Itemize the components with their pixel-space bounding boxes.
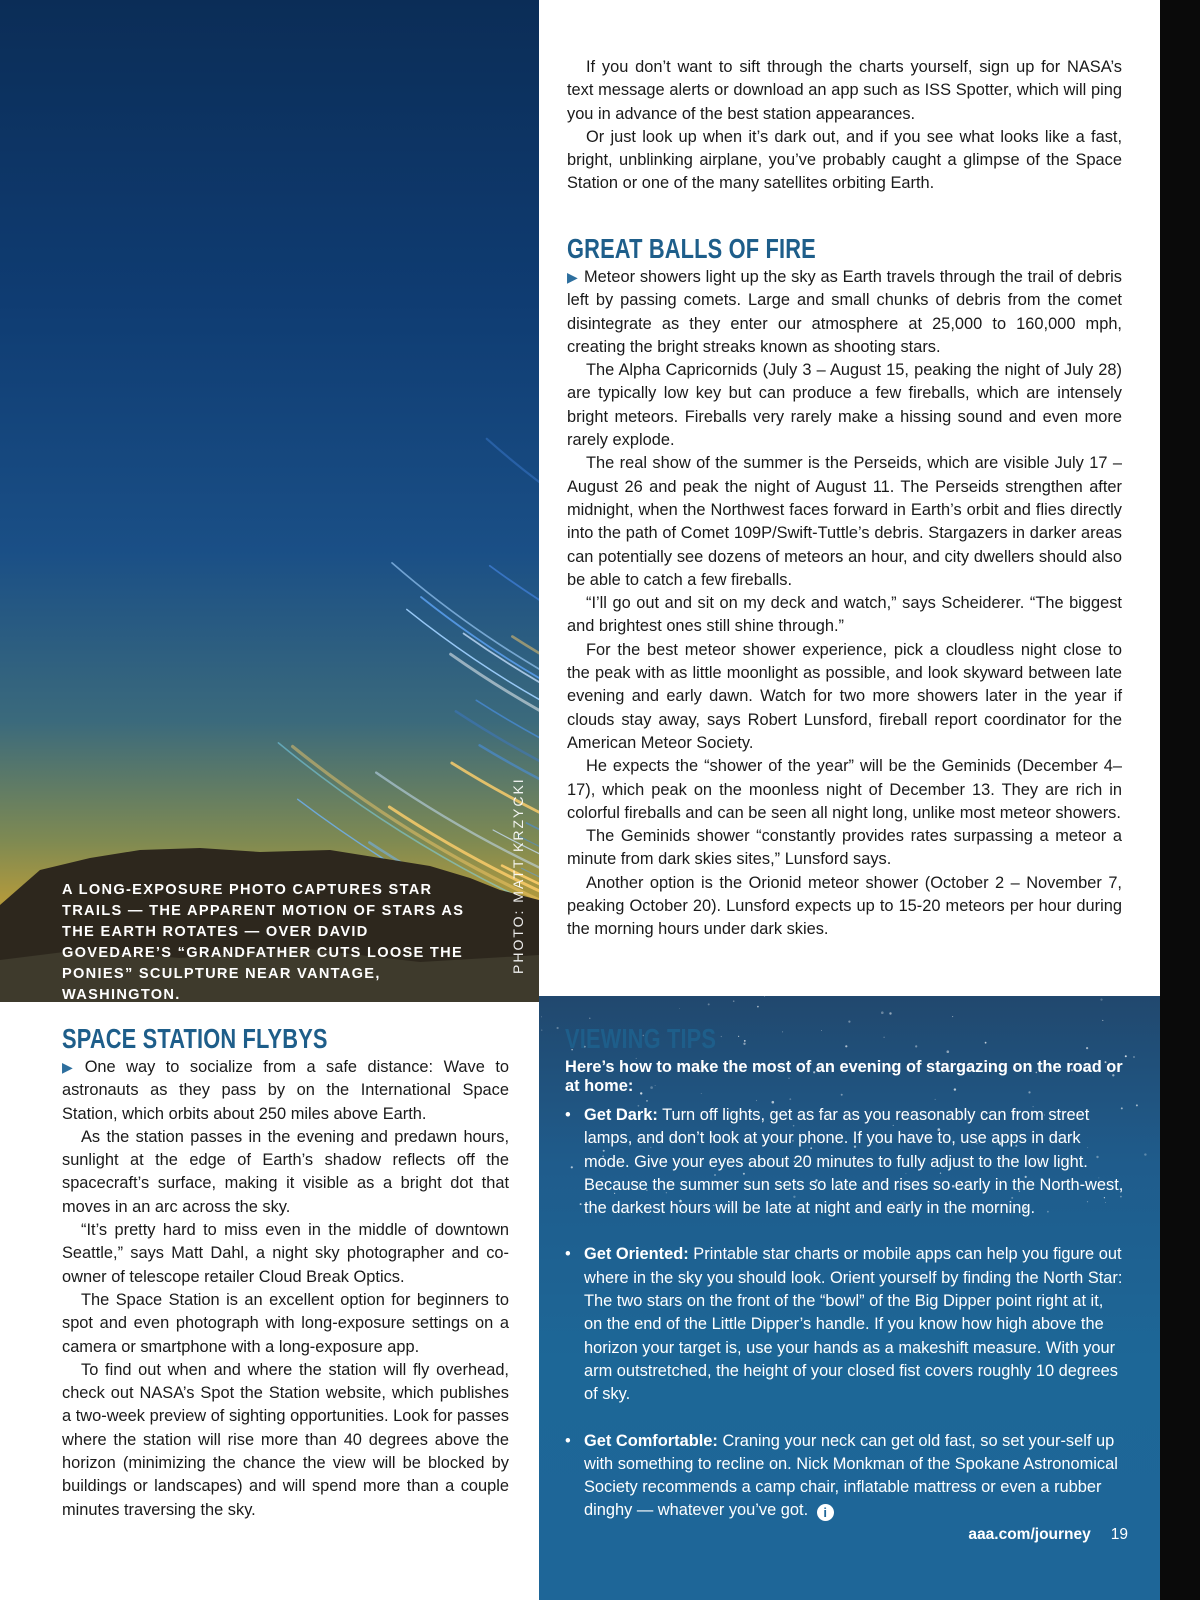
fire-section [567, 266, 1122, 942]
paragraph: Or just look up when it’s dark out, and if you see what looks like a fast, bright, unblinking airplane, you’ve probably caught a glimpse of the Space Station or one of the many satellites orbiting Earth. [567, 127, 1122, 193]
star-dot [1100, 999, 1102, 1001]
paragraph: To find out when and where the station will fly overhead, check out NASA’s Spot the Station website, which publishes a two-week preview of sighting opportunities. Look for passes where the station will rise more than 40 degrees above the horizon (minimizing the chance the view will be blocked by buildings or landscapes) and will spend more than a couple minutes traversing the sky. [62, 1360, 509, 1519]
star-trails-graphic [0, 0, 539, 1002]
photo-caption: A LONG-EXPOSURE PHOTO CAPTURES STAR TRAILS — THE APPARENT MOTION OF STARS AS THE EARTH ROTATES — OVER DAVID GOVEDARE’S “GRANDFATHER CUTS LOOSE THE PONIES” SCULPTURE NEAR VANTAGE, WASHINGTON. [62, 882, 465, 1002]
paragraph: “I’ll go out and sit on my deck and watch,” says Scheiderer. “The biggest and brightest ones still shine through.” [567, 594, 1122, 636]
star-dot [541, 1030, 542, 1031]
paragraph: “It’s pretty hard to miss even in the middle of downtown Seattle,” says Matt Dahl, a night sky photographer and co-owner of telescope retailer Cloud Break Optics. [62, 1221, 509, 1286]
section-heading-tips: VIEWING TIPS [565, 1023, 717, 1054]
tip-label: Get Oriented: [584, 1245, 689, 1264]
tip-text: Craning your neck can get old fast, so set your-self up with something to recline on. Nick Monkman of the Spokane Astronomical Society recommends a camp chair, inflatable mattress or even a rubber dinghy — whatever you’ve got. [584, 1431, 1118, 1520]
star-dot [589, 1018, 590, 1019]
paragraph: Another option is the Orionid meteor shower (October 2 – November 7, peaking October 20). Lunsford expects up to 15-20 meteors per hour during the morning hours under dark skies. [567, 873, 1122, 939]
paragraph: He expects the “shower of the year” will be the Geminids (December 4–17), which peak on the moonless night of December 13. They are rich in colorful fireballs and can be seen all night long, unlike most meteor showers. [567, 757, 1122, 822]
star-dot [708, 1003, 710, 1005]
footer-url[interactable]: aaa.com/journey [968, 1526, 1091, 1543]
star-dot [789, 1098, 791, 1100]
star-dot [757, 1006, 759, 1008]
triangle-bullet-icon: ▶ [567, 269, 579, 285]
tip-item [565, 1243, 1125, 1406]
star-trails-photo [0, 0, 539, 1002]
star-dot [782, 1031, 783, 1032]
paragraph: If you don’t want to sift through the charts yourself, sign up for NASA’s text message alerts or download an app such as ISS Spotter, which will ping you in advance of the best station appearances. [567, 58, 1122, 123]
paragraph: For the best meteor shower experience, pick a cloudless night close to the peak with as little moonlight as possible, and look skyward between late evening and early dawn. Watch for two more showers later in the year if clouds stay away, says Robert Lunsford, fireball report coordinator for the American Meteor Society. [567, 640, 1122, 752]
star-dot [679, 1008, 680, 1009]
photo-credit: PHOTO: MATT KRZYCKI [510, 777, 526, 974]
article-column-right [567, 56, 1122, 196]
star-dot [947, 1050, 950, 1053]
star-trail [421, 597, 539, 760]
tip-text: Printable star charts or mobile apps can help you figure out where in the sky you should look. Orient yourself by finding the North Star: The two stars on the front of the “bowl” of the Big Dipper point right at it, on the end of the Little Dipper’s handle. If you know how high above the horizon your target is, use your hands as a makeshift measure. With your arm outstretched, the height of your closed fist covers roughly 10 degrees of sky. [584, 1245, 1123, 1404]
star-dot [1136, 1104, 1138, 1106]
page-number: 19 [1110, 1526, 1128, 1543]
star-trail [456, 711, 539, 857]
star-dot [848, 1021, 850, 1023]
star-dot [1133, 1056, 1135, 1058]
star-dot [541, 1017, 542, 1018]
paragraph: The Space Station is an excellent option for beginners to spot and even photograph with long-exposure settings on a camera or smartphone with a long-exposure app. [62, 1290, 509, 1356]
star-dot [1144, 1153, 1146, 1155]
paragraph: The real show of the summer is the Perseids, which are visible July 17 – August 26 and peak the night of August 11. The Perseids strengthen after midnight, when the Northwest faces forward in Earth’s orbit and flies directly into the path of Comet 109P/Swift-Tuttle’s debris. Stargazers in darker areas can potentially see dozens of meteors an hour, and city dwellers should also be able to catch a few fireballs. [567, 454, 1122, 589]
star-trail [407, 609, 539, 751]
page-footer [948, 1526, 1128, 1544]
star-dot [821, 1030, 822, 1031]
star-dot [935, 1099, 936, 1100]
star-trail [476, 700, 539, 819]
lead-text: One way to socialize from a safe distance: Wave to astronauts as they pass by on the International Space Station, which orbits about 250 miles above Earth. [62, 1058, 509, 1123]
star-dot [646, 1100, 648, 1102]
star-dot [952, 1016, 953, 1017]
lead-text: Meteor showers light up the sky as Earth travels through the trail of debris left by passing comets. Large and small chunks of debris from the comet disintegrate as they enter our atmosphere at 25,000 to 160,000 mph, creating the bright streaks known as shooting stars. [567, 268, 1122, 356]
star-dot [881, 1011, 884, 1014]
bullet-icon: • [565, 1431, 571, 1450]
viewing-tips-panel [539, 996, 1160, 1600]
star-dot [1125, 1055, 1127, 1057]
paragraph: The Geminids shower “constantly provides rates surpassing a meteor a minute from dark skies sites,” Lunsford says. [567, 827, 1122, 869]
star-dot [743, 1043, 745, 1045]
lead-paragraph [567, 266, 1122, 359]
bullet-icon: • [565, 1106, 571, 1124]
star-dot [721, 1036, 722, 1037]
tip-label: Get Dark: [584, 1106, 658, 1124]
star-trail [487, 439, 539, 584]
tip-item [565, 1430, 1125, 1523]
star-dot [733, 1000, 735, 1002]
star-trail [512, 637, 539, 733]
star-dot [756, 1100, 757, 1101]
bullet-icon: • [565, 1245, 571, 1264]
star-dot [845, 1045, 847, 1047]
section-heading-fire: GREAT BALLS OF FIRE [567, 233, 816, 264]
tip-label: Get Comfortable: [584, 1431, 718, 1450]
star-dot [1086, 1047, 1088, 1049]
tips-list [565, 1104, 1125, 1546]
lead-paragraph [62, 1056, 509, 1126]
star-dot [557, 1027, 559, 1029]
paragraph: The Alpha Capricornids (July 3 – August 15, peaking the night of July 28) are typically low key but can produce a few fireballs, which are intensely bright meteors. Fireballs very rarely make a hissing sound and even more rarely explode. [567, 361, 1122, 450]
star-dot [1102, 1020, 1103, 1021]
star-trail [464, 634, 539, 755]
paragraph: As the station passes in the evening and predawn hours, sunlight at the edge of Earth’s shadow reflects off the spacecraft’s surface, making it visible as a bright dot that moves in an arc across the sky. [62, 1127, 509, 1216]
star-dot [744, 1040, 746, 1042]
star-dot [889, 1012, 891, 1014]
tip-item [565, 1104, 1125, 1220]
star-dot [764, 996, 765, 997]
tip-text: Turn off lights, get as far as you reasonably can from street lamps, and don’t look at your phone. If you have to, use apps in dark mode. Give your eyes about 20 minutes to fully adjust to the low light. Because the summer sun sets so late and rises so early in the North-west, the darkest hours will be late at night and early in the morning. [584, 1106, 1124, 1218]
triangle-bullet-icon: ▶ [62, 1059, 79, 1075]
star-dot [738, 1036, 739, 1037]
end-mark-icon: i [817, 1504, 834, 1521]
section-heading-space: SPACE STATION FLYBYS [62, 1023, 328, 1054]
star-dot [985, 1042, 987, 1044]
star-dot [915, 1045, 917, 1047]
page-edge [1160, 0, 1200, 1600]
space-section [62, 1056, 509, 1522]
tips-intro: Here’s how to make the most of an evening of stargazing on the road or at home: [565, 1058, 1123, 1095]
star-dot [883, 1037, 884, 1038]
